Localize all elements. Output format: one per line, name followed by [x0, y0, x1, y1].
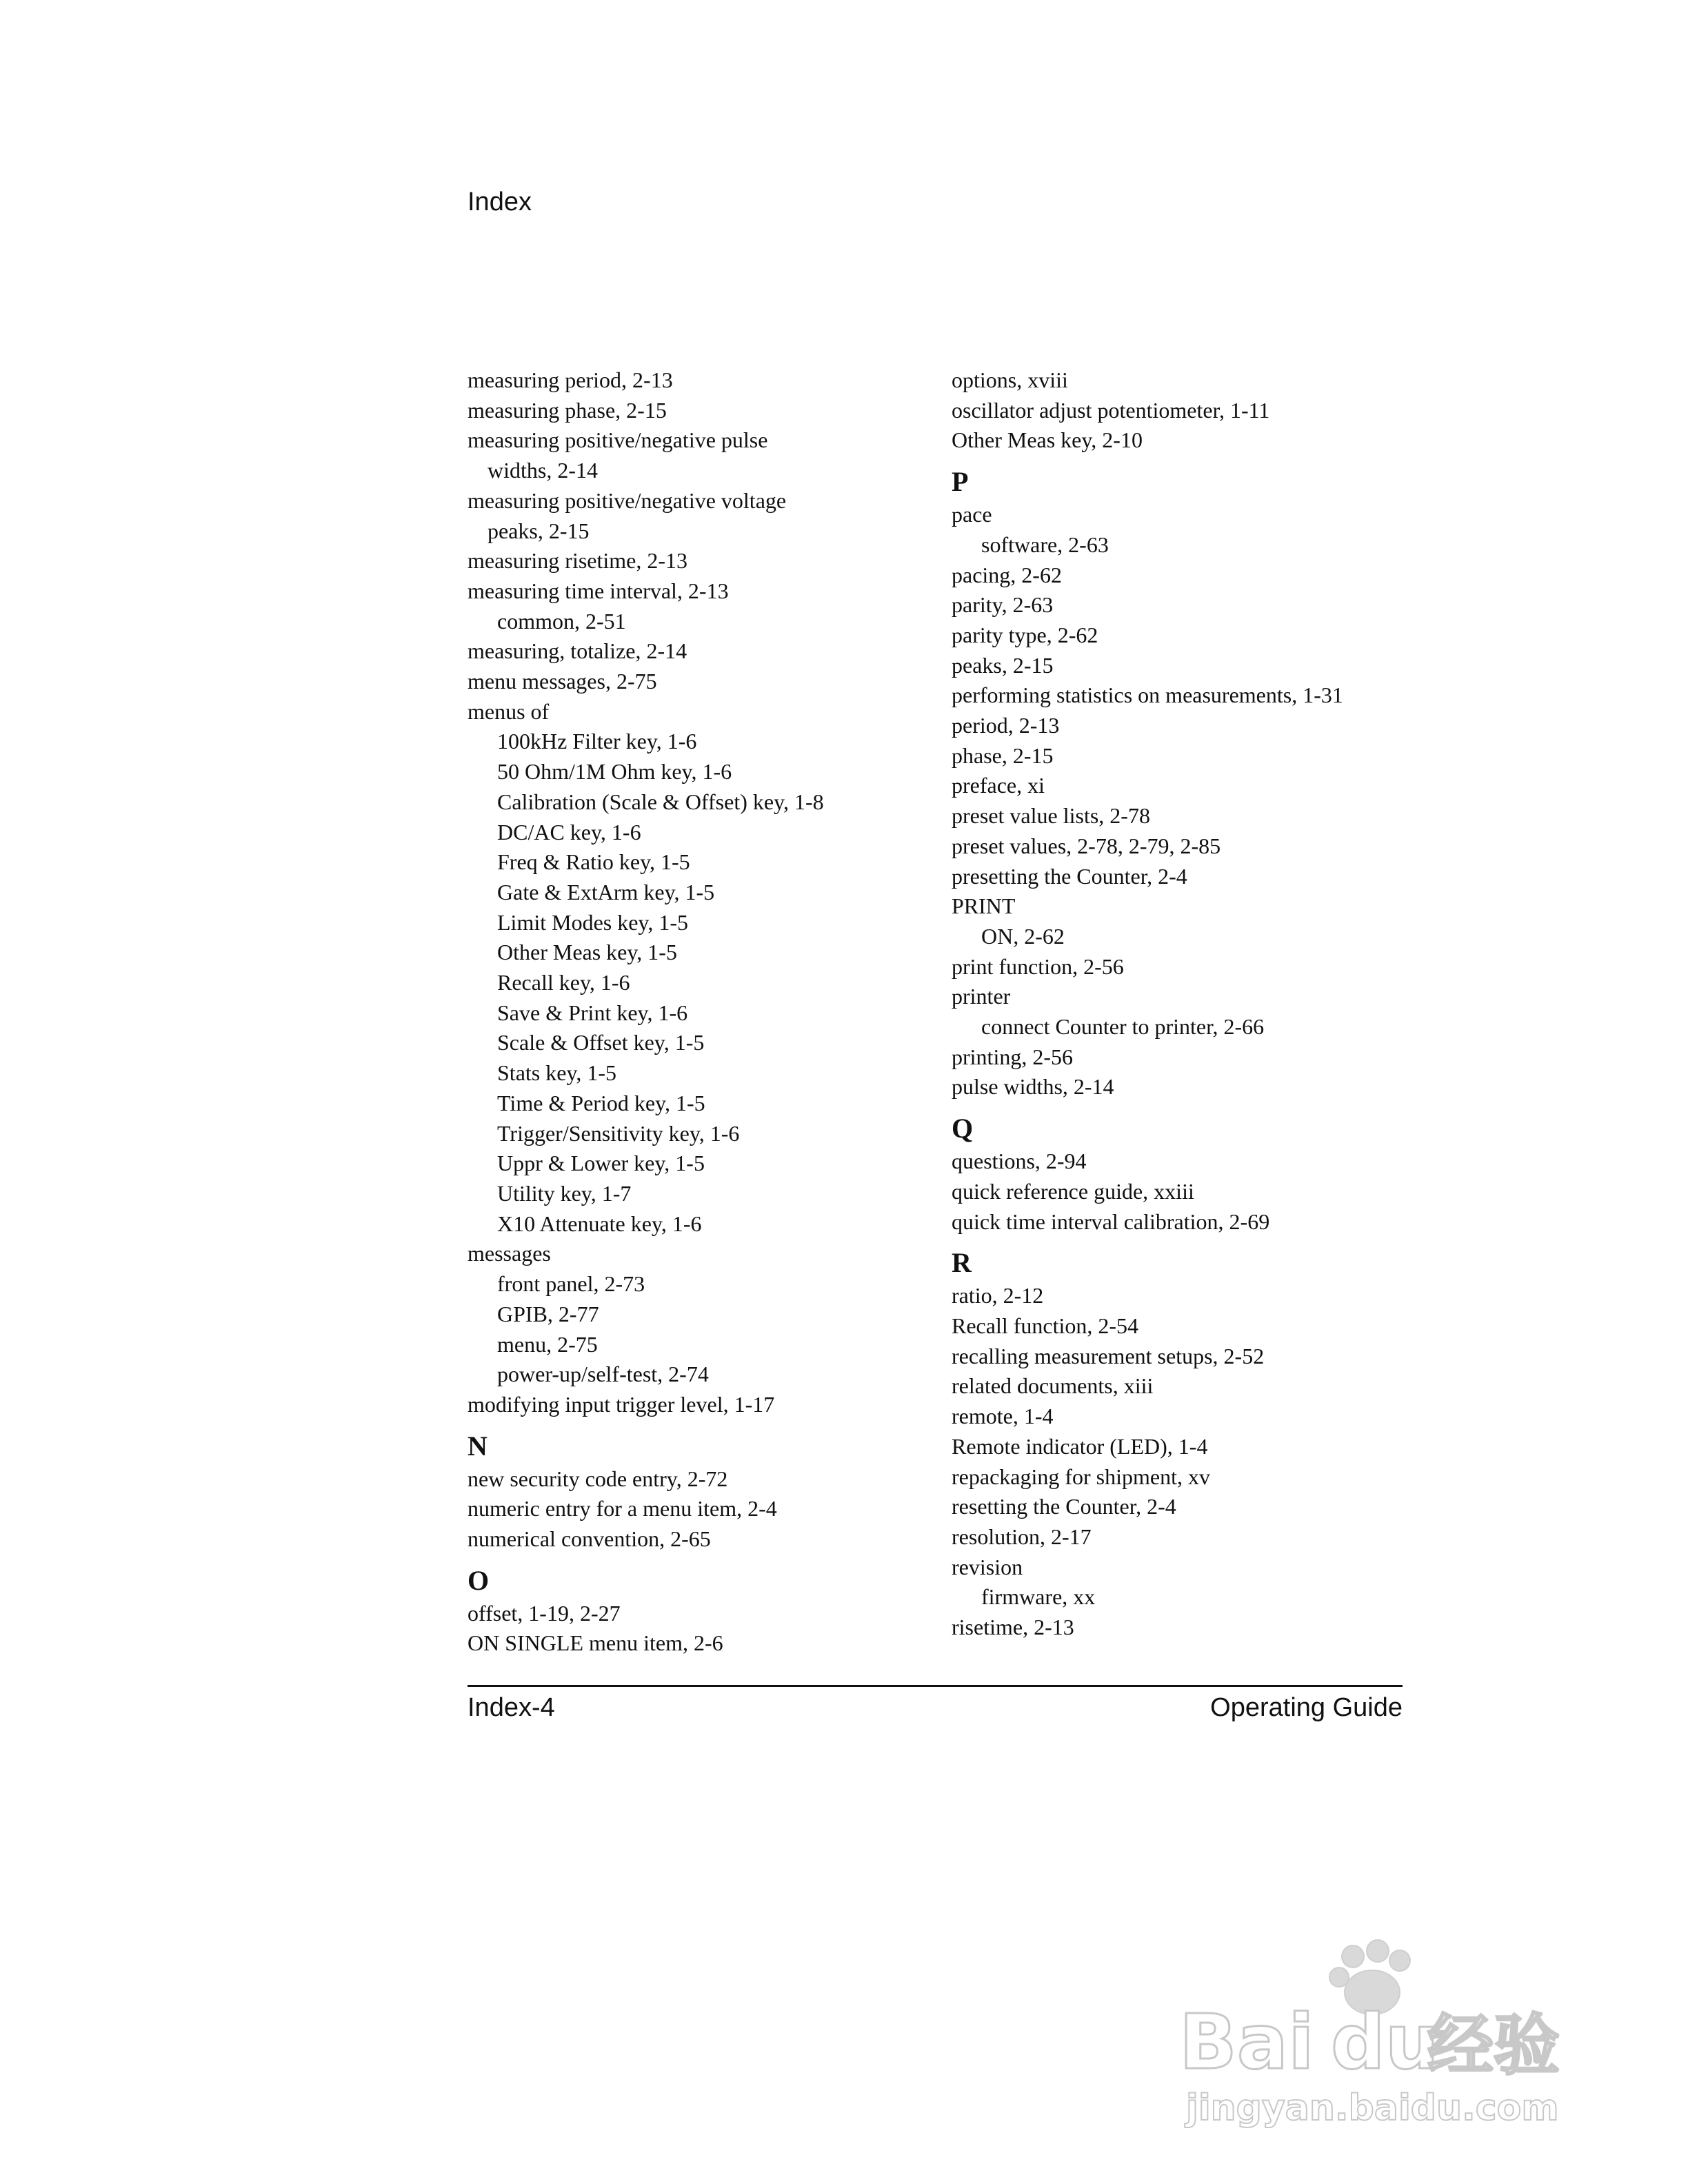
index-entry: measuring phase, 2-15: [468, 397, 667, 423]
document-title: Operating Guide: [1210, 1693, 1403, 1722]
index-subentry: Recall key, 1-6: [497, 970, 630, 995]
index-entry: numeric entry for a menu item, 2-4: [468, 1496, 777, 1521]
svg-text:du: du: [1331, 1998, 1440, 2086]
index-subentry: X10 Attenuate key, 1-6: [497, 1211, 702, 1236]
index-subentry: Other Meas key, 1-5: [497, 940, 677, 965]
index-entry: messages: [468, 1241, 551, 1266]
index-subentry: Utility key, 1-7: [497, 1180, 632, 1206]
index-subentry: Scale & Offset key, 1-5: [497, 1030, 705, 1055]
index-entry: numerical convention, 2-65: [468, 1526, 711, 1552]
index-subentry: Gate & ExtArm key, 1-5: [497, 879, 715, 904]
index-entry: resetting the Counter, 2-4: [952, 1494, 1176, 1519]
index-entry: remote, 1-4: [952, 1404, 1054, 1429]
index-entry: Remote indicator (LED), 1-4: [952, 1433, 1208, 1459]
index-entry: measuring time interval, 2-13: [468, 578, 729, 603]
index-entry: repackaging for shipment, xv: [952, 1464, 1210, 1489]
index-subentry: front panel, 2-73: [497, 1271, 645, 1297]
index-entry: pacing, 2-62: [952, 562, 1062, 587]
index-letter-heading: N: [468, 1430, 488, 1462]
index-entry: ON SINGLE menu item, 2-6: [468, 1630, 723, 1656]
index-entry: period, 2-13: [952, 713, 1060, 738]
index-entry: ratio, 2-12: [952, 1283, 1044, 1308]
index-subentry: software, 2-63: [981, 532, 1109, 557]
svg-text:经验: 经验: [1427, 2007, 1560, 2084]
index-entry: PRINT: [952, 893, 1016, 919]
index-column-left: [468, 365, 936, 1659]
index-entry: revision: [952, 1554, 1023, 1579]
index-subentry: GPIB, 2-77: [497, 1301, 599, 1326]
index-entry: presetting the Counter, 2-4: [952, 863, 1187, 889]
index-entry: quick time interval calibration, 2-69: [952, 1209, 1270, 1234]
index-subentry: Time & Period key, 1-5: [497, 1090, 705, 1115]
index-entry: measuring positive/negative pulse: [468, 427, 768, 453]
index-entry: questions, 2-94: [952, 1149, 1087, 1174]
index-subentry: firmware, xx: [981, 1584, 1096, 1610]
index-entry: pace: [952, 502, 992, 527]
index-letter-heading: P: [952, 466, 969, 498]
index-entry: menu messages, 2-75: [468, 669, 657, 694]
index-subentry: menu, 2-75: [497, 1331, 598, 1357]
index-subentry: Limit Modes key, 1-5: [497, 909, 688, 935]
footer-rule: [468, 1685, 1403, 1687]
index-entry: peaks, 2-15: [952, 652, 1054, 678]
index-entry: Recall function, 2-54: [952, 1313, 1139, 1338]
index-entry: pulse widths, 2-14: [952, 1074, 1114, 1100]
watermark-url: jingyan.baidu.com: [1186, 2087, 1559, 2129]
page-number: Index-4: [468, 1693, 555, 1722]
index-subentry: Calibration (Scale & Offset) key, 1-8: [497, 789, 824, 814]
baidu-jingyan-logo: [1179, 1998, 1560, 2086]
index-subentry: connect Counter to printer, 2-66: [981, 1014, 1265, 1040]
index-entry: modifying input trigger level, 1-17: [468, 1391, 775, 1417]
index-entry: preset values, 2-78, 2-79, 2-85: [952, 833, 1221, 858]
index-entry: printer: [952, 984, 1011, 1009]
index-entry: parity, 2-63: [952, 592, 1054, 618]
index-entry: measuring risetime, 2-13: [468, 548, 688, 574]
index-subentry: Save & Print key, 1-6: [497, 1000, 688, 1025]
index-entry: resolution, 2-17: [952, 1524, 1092, 1549]
index-subentry: Stats key, 1-5: [497, 1060, 617, 1086]
index-subentry: 50 Ohm/1M Ohm key, 1-6: [497, 759, 732, 785]
index-entry: new security code entry, 2-72: [468, 1466, 728, 1491]
baidu-watermark: [1172, 1923, 1586, 2130]
index-entry: measuring, totalize, 2-14: [468, 638, 687, 664]
svg-text:Bai: Bai: [1179, 1998, 1314, 2086]
index-entry: performing statistics on measurements, 1-31: [952, 682, 1343, 708]
index-entry: oscillator adjust potentiometer, 1-11: [952, 397, 1270, 423]
index-letter-heading: Q: [952, 1113, 974, 1144]
index-entry: phase, 2-15: [952, 742, 1054, 768]
index-entry: recalling measurement setups, 2-52: [952, 1343, 1265, 1368]
index-entry: quick reference guide, xxiii: [952, 1178, 1194, 1204]
index-letter-heading: R: [952, 1247, 972, 1279]
index-subentry: Uppr & Lower key, 1-5: [497, 1151, 705, 1176]
page-header: Index: [468, 188, 532, 216]
index-entry: print function, 2-56: [952, 953, 1124, 979]
index-entry: measuring positive/negative voltage: [468, 487, 787, 513]
index-entry-continuation: peaks, 2-15: [488, 518, 590, 543]
index-entry: related documents, xiii: [952, 1373, 1154, 1399]
index-subentry: 100kHz Filter key, 1-6: [497, 729, 697, 754]
index-entry-continuation: widths, 2-14: [488, 458, 598, 483]
index-subentry: common, 2-51: [497, 608, 626, 634]
index-entry: printing, 2-56: [952, 1044, 1073, 1069]
index-entry: menus of: [468, 698, 550, 724]
index-entry: measuring period, 2-13: [468, 367, 673, 392]
index-entry: Other Meas key, 2-10: [952, 427, 1143, 453]
index-entry: preface, xi: [952, 773, 1045, 798]
index-subentry: ON, 2-62: [981, 923, 1065, 949]
index-letter-heading: O: [468, 1564, 490, 1596]
index-subentry: Freq & Ratio key, 1-5: [497, 849, 690, 875]
index-subentry: DC/AC key, 1-6: [497, 819, 641, 845]
index-entry: options, xviii: [952, 367, 1068, 392]
index-entry: risetime, 2-13: [952, 1615, 1074, 1640]
index-column-right: [952, 365, 1434, 1643]
index-entry: parity type, 2-62: [952, 622, 1098, 647]
index-subentry: power-up/self-test, 2-74: [497, 1362, 709, 1387]
index-subentry: Trigger/Sensitivity key, 1-6: [497, 1120, 740, 1146]
index-entry: preset value lists, 2-78: [952, 803, 1150, 829]
index-entry: offset, 1-19, 2-27: [468, 1600, 621, 1626]
